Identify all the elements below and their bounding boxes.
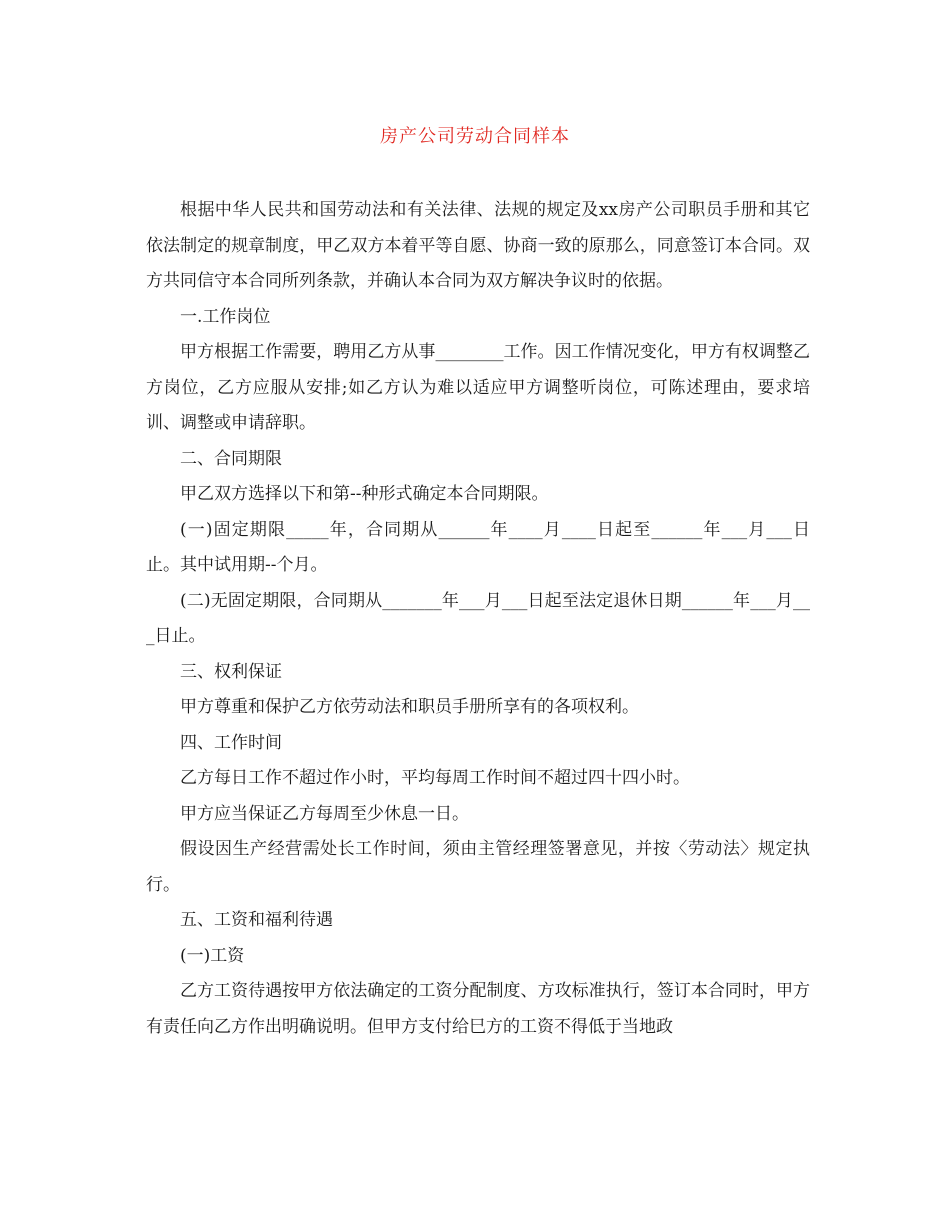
- heading-rights: 三、权利保证: [180, 661, 282, 682]
- paragraph-job-position: 甲方根据工作需要，聘用乙方从事________工作。因工作情况变化，甲方有权调整乙方岗位，乙方应服从安排;如乙方认为难以适应甲方调整听岗位，可陈述理由，要求培训、调整或申请辞职。: [146, 342, 810, 433]
- heading-wages: (一)工资: [180, 945, 245, 966]
- paragraph-term-choice: 甲乙双方选择以下和第--种形式确定本合同期限。: [180, 484, 549, 504]
- heading-contract-term: 二、合同期限: [180, 448, 282, 469]
- heading-working-hours: 四、工作时间: [180, 732, 282, 753]
- paragraph-rights: 甲方尊重和保护乙方依劳动法和职员手册所享有的各项权利。: [180, 697, 639, 717]
- paragraph-daily-hours: 乙方每日工作不超过作小时，平均每周工作时间不超过四十四小时。: [180, 768, 690, 788]
- document-body: [146, 193, 810, 1045]
- paragraph-open-term: (二)无固定期限，合同期从_______年___月___日起至法定退休日期______年___月___日止。: [146, 590, 810, 646]
- paragraph-fixed-term: (一)固定期限_____年，合同期从______年____月____日起至______年___月___日止。其中试用期--个月。: [146, 519, 810, 575]
- paragraph-wages: 乙方工资待遇按甲方依法确定的工资分配制度、方攻标准执行，签订本合同时，甲方有责任向乙方作出明确说明。但甲方支付给巳方的工资不得低于当地政: [146, 981, 810, 1037]
- heading-job-position: 一.工作岗位: [180, 306, 271, 327]
- paragraph-overtime: 假设因生产经营需处长工作时间，须由主管经理签署意见，并按〈劳动法〉规定执行。: [146, 839, 810, 895]
- paragraph-weekly-rest: 甲方应当保证乙方每周至少休息一日。: [180, 803, 469, 824]
- heading-wages-benefits: 五、工资和福利待遇: [180, 910, 333, 930]
- paragraph-preamble: 根据中华人民共和国劳动法和有关法律、法规的规定及xx房产公司职员手册和其它依法制定的规章制度，甲乙双方本着平等自愿、协商一致的原那么，同意签订本合同。双方共同信守本合同所列条款，并确认本合同为双方解决争议时的依据。: [146, 200, 810, 291]
- document-title: 房产公司劳动合同样本: [380, 126, 570, 147]
